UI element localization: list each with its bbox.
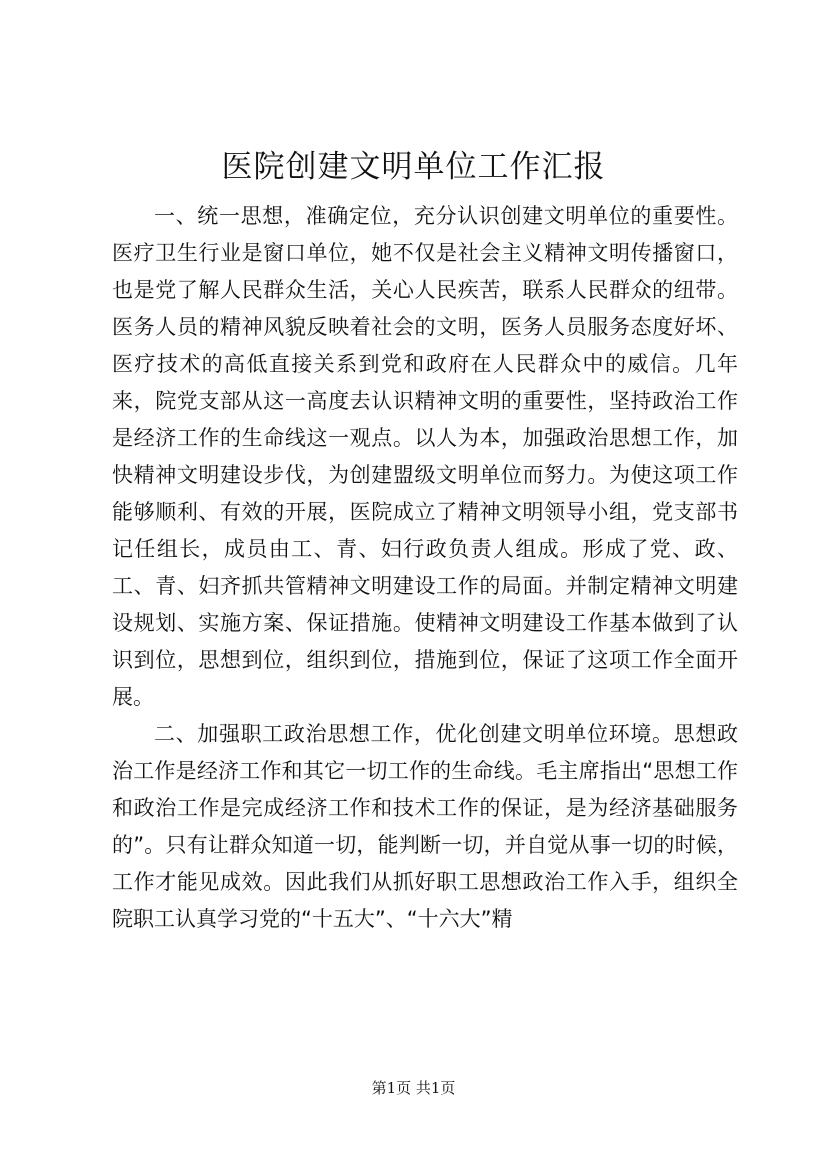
paragraph-1: 一、统一思想，准确定位，充分认识创建文明单位的重要性。医疗卫生行业是窗口单位，她不仅是社会主义精神文明传播窗口，也是党了解人民群众生活，关心人民疾苦，联系人民群众的纽带。医务人员的精神风貌反映着社会的文明，医务人员服务态度好坏、医疗技术的高低直接关系到党和政府在人民群众中的威信。几年来，院党支部从这一高度去认识精神文明的重要性，坚持政治工作是经济工作的生命线这一观点。以人为本，加强政治思想工作，加快精神文明建设步伐，为创建盟级文明单位而努力。为使这项工作能够顺利、有效的开展，医院成立了精神文明领导小组，党支部书记任组长，成员由工、青、妇行政负责人组成。形成了党、政、工、青、妇齐抓共管精神文明建设工作的局面。并制定精神文明建设规划、实施方案、保证措施。使精神文明建设工作基本做到了认识到位，思想到位，组织到位，措施到位，保证了这项工作全面开展。 — [112, 204, 738, 709]
document-body — [112, 198, 738, 938]
paragraph-2: 二、加强职工政治思想工作，优化创建文明单位环境。思想政治工作是经济工作和其它一切工作的生命线。毛主席指出“思想工作和政治工作是完成经济工作和技术工作的保证，是为经济基础服务的”。只有让群众知道一切，能判断一切，并自觉从事一切的时候，工作才能见成效。因此我们从抓好职工思想政治工作入手，组织全院职工认真学习党的“十五大”、“十六大”精 — [112, 722, 738, 931]
document-title: 医院创建文明单位工作汇报 — [221, 149, 606, 185]
page-footer: 第1页 共1页 — [371, 1079, 456, 1097]
